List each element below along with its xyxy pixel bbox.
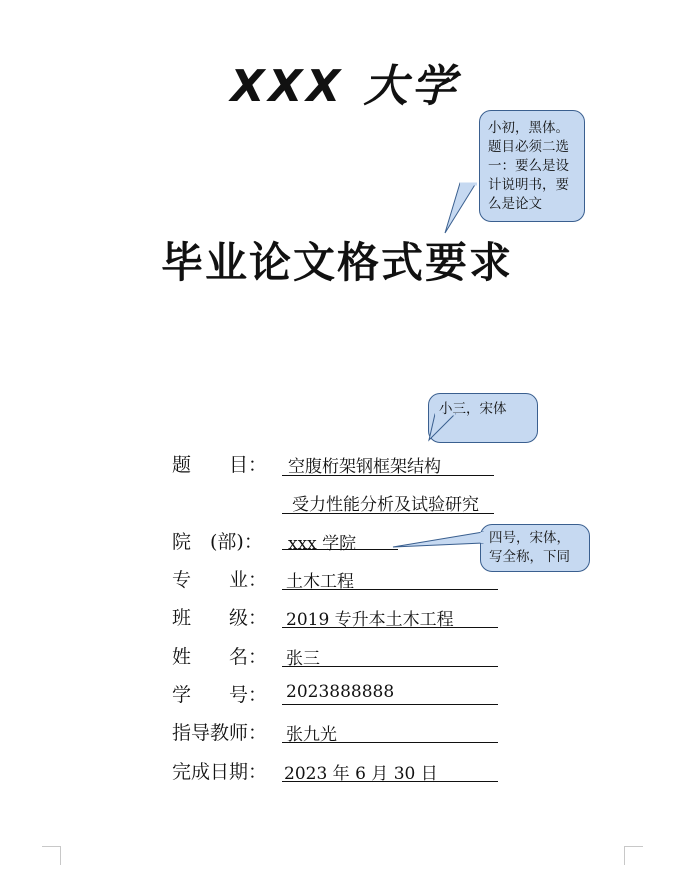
date-row [172,757,502,787]
major-underline [282,589,498,590]
advisor-label: 指导教师： [172,722,268,744]
topic-underline [282,475,494,476]
topic-row-2 [172,488,502,518]
college-underline [282,549,398,550]
class-value: 2019 专升本土木工程 [286,610,454,630]
class-label: 班 级： [172,607,268,629]
topic-label: 题 目： [172,454,268,476]
topic-format-callout [428,393,538,443]
date-value: 2023 年 6 月 30 日 [284,764,438,784]
callout-tail-pointer [429,414,469,454]
page-corner-mark-left [42,846,61,865]
advisor-value: 张九光 [286,725,337,745]
page-corner-mark-right [624,846,643,865]
college-row [172,527,502,557]
callout-text: 小三，宋体 [439,401,507,417]
class-row [172,603,502,633]
college-value: xxx 学院 [288,534,357,554]
topic-value-line1: 空腹桁架钢框架结构 [288,457,441,477]
major-label: 专 业： [172,569,268,591]
callout-text: 小初，黑体。题目必须二选一：要么是设计说明书，要么是论文 [488,120,569,212]
class-underline [282,627,498,628]
student-id-label: 学 号： [172,684,268,706]
thesis-heading: 毕业论文格式要求 [160,238,513,287]
topic-underline-2 [282,513,494,514]
date-label: 完成日期： [172,761,268,783]
name-label: 姓 名： [172,646,268,668]
name-row [172,642,502,672]
university-name: XXX 大学 [230,61,460,112]
major-value: 土木工程 [286,572,354,592]
student-id-row [172,680,502,710]
name-value: 张三 [286,649,320,669]
date-underline [282,781,498,782]
callout-tail-pointer [446,179,486,239]
topic-value-line2: 受力性能分析及试验研究 [292,495,479,515]
advisor-row [172,718,502,748]
name-underline [282,666,498,667]
student-id-value: 2023888888 [286,682,395,702]
college-label: 院 (部)： [172,531,263,553]
major-row [172,565,502,595]
callout-text: 四号，宋体，写全称，下同 [489,530,570,565]
advisor-underline [282,742,498,743]
student-id-underline [282,704,498,705]
topic-row [172,450,502,480]
title-format-callout [479,110,585,222]
